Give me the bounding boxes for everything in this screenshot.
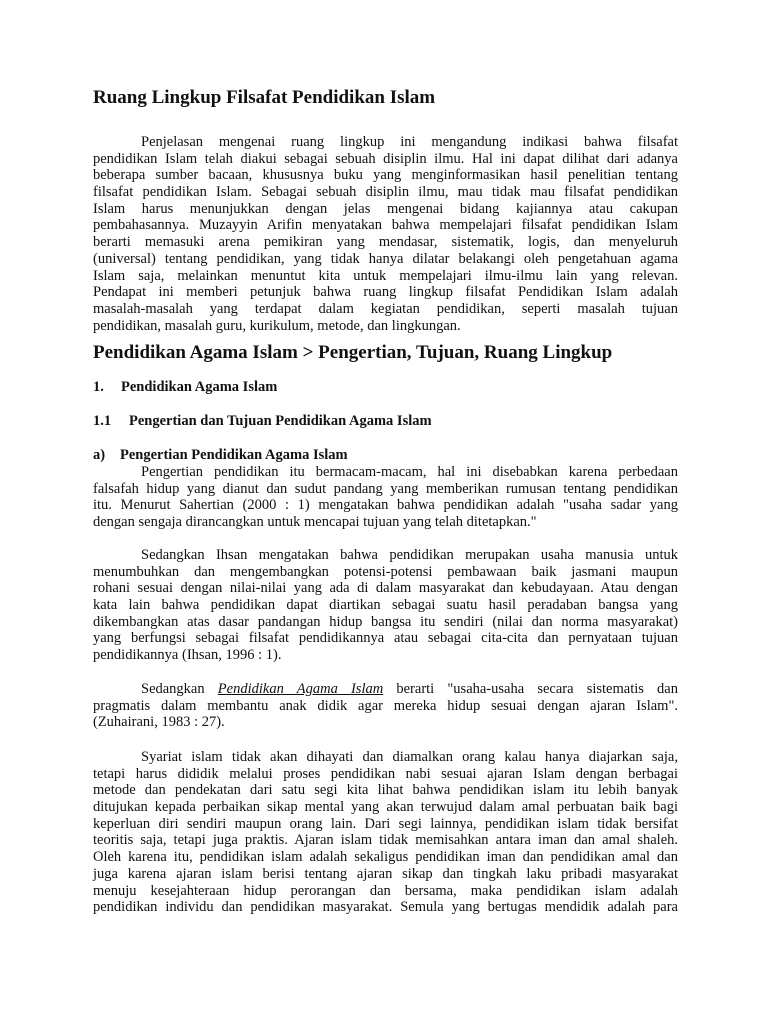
text-line: Syariat islam tidak akan dihayati dan diamalkan orang kalau hanya diajarkan saja, bbox=[141, 749, 678, 765]
text-line: rohani sesuai dengan nilai-nilai yang ada di dalam masyarakat dan kebudayaan. Atau dengan bbox=[93, 580, 678, 597]
text-line: itu. Menurut Sahertian (2000 : 1) mengatakan bahwa pendidikan adalah "usaha sadar yang bbox=[93, 497, 678, 514]
subheading-number: 1.1 bbox=[93, 413, 112, 429]
paragraph-ruang-lingkup bbox=[93, 134, 678, 334]
text-line: menumbuhkan dan mengembangkan potensi-potensi pembawaan baik jasmani maupun bbox=[93, 563, 678, 580]
text-line: keperluan diri sendiri maupun orang lain. Dari segi lainnya, pendidikan islam tidak bersifat bbox=[93, 815, 678, 832]
subheading-label: Pengertian dan Tujuan Pendidikan Agama Islam bbox=[129, 413, 432, 429]
pendidikan-agama-islam-link[interactable]: Pendidikan Agama Islam bbox=[217, 681, 384, 697]
document-title: Ruang Lingkup Filsafat Pendidikan Islam bbox=[93, 87, 436, 108]
section-heading: Pendidikan Agama Islam > Pengertian, Tujuan, Ruang Lingkup bbox=[93, 342, 613, 363]
subheading-number: 1. bbox=[93, 379, 104, 395]
text-line: (Zuhairani, 1983 : 27). bbox=[93, 714, 225, 731]
text-line: (universal) tentang pendidikan, yang tidak hanya dilatar belakangi oleh pengetahuan agama bbox=[93, 250, 678, 267]
text-line: Pendapat ini memberi petunjuk bahwa ruang lingkup filsafat Pendidikan Islam adalah bbox=[93, 284, 678, 301]
text-line: yang berfungsi sebagai filsafat pendidikannya atau sebagai cita-cita dan pernyataan tujuan bbox=[93, 630, 678, 647]
subheading-label: Pengertian Pendidikan Agama Islam bbox=[120, 447, 348, 463]
text-span: Sedangkan bbox=[141, 681, 205, 697]
text-line: pendidikan Islam telah diakui sebagai sebuah disiplin ilmu. Hal ini dapat dilihat dari adanya bbox=[93, 150, 678, 167]
text-line bbox=[93, 681, 678, 698]
text-line: pragmatis dalam membantu anak didik agar mereka hidup sesuai dengan ajaran Islam". bbox=[93, 697, 678, 714]
text-line: Pengertian pendidikan itu bermacam-macam, hal ini disebabkan karena perbedaan bbox=[141, 464, 678, 480]
paragraph-syariat bbox=[93, 749, 678, 916]
text-line: ditujukan kepada perbaikan sikap mental yang akan terwujud dalam amal perbuatan baik bagi bbox=[93, 799, 678, 816]
text-line: masalah-masalah yang terdapat dalam kegiatan pendidikan, seperti masalah tujuan bbox=[93, 300, 678, 317]
subheading-label: Pendidikan Agama Islam bbox=[121, 379, 278, 395]
text-line: dikembangkan atas dasar pandangan hidup bangsa itu sendiri (nilai dan norma masyarakat) bbox=[93, 613, 678, 630]
text-line: Sedangkan Ihsan mengatakan bahwa pendidikan merupakan usaha manusia untuk bbox=[141, 547, 678, 563]
text-line: Oleh karena itu, pendidikan islam adalah sekaligus pendidikan iman dan pendidikan amal dan bbox=[93, 849, 678, 866]
text-line: tetapi harus dididik melalui proses pendidikan nabi sesuai ajaran Islam dengan berbagai bbox=[93, 765, 678, 782]
text-span: berarti "usaha-usaha secara sistematis dan bbox=[396, 681, 678, 697]
text-line: falsafah hidup yang dianut dan sudut pandang yang memberikan rumusan tentang pendidikan bbox=[93, 480, 678, 497]
text-line: juga karena ajaran islam berisi tentang ajaran sikap dan tingkah laku pribadi masyarakat bbox=[93, 865, 678, 882]
paragraph-zuhairani bbox=[93, 681, 678, 731]
subheading-1-1 bbox=[93, 412, 678, 430]
text-line: dengan sengaja dirancangkan untuk mencapai tujuan yang telah ditetapkan." bbox=[93, 514, 537, 531]
text-line: Islam harus menunjukkan dengan jelas mengenai bidang kajiannya atau cakupan bbox=[93, 200, 678, 217]
subheading-a bbox=[93, 446, 678, 464]
paragraph-ihsan bbox=[93, 547, 678, 664]
paragraph-pengertian bbox=[93, 464, 678, 531]
text-line: Penjelasan mengenai ruang lingkup ini mengandung indikasi bahwa filsafat bbox=[141, 134, 678, 150]
text-line: metode dan pendekatan dari satu segi kita lihat bahwa pendidikan islam itu lebih banyak bbox=[93, 782, 678, 799]
text-line: filsafat pendidikan Islam. Sebagai sebuah disiplin ilmu, mau tidak mau filsafat pendidikan bbox=[93, 184, 678, 201]
text-line: pendidikan individu dan pendidikan masyarakat. Semula yang bertugas mendidik adalah para bbox=[93, 899, 678, 916]
text-line: pendidikannya (Ihsan, 1996 : 1). bbox=[93, 647, 282, 664]
subheading-1 bbox=[93, 378, 678, 396]
text-line: berarti memasuki arena pemikiran yang mendasar, sistematik, logis, dan menyeluruh bbox=[93, 234, 678, 251]
subheading-number: a) bbox=[93, 447, 106, 463]
text-line: kata lain bahwa pendidikan dapat diartikan sebagai suatu hasil peradaban bangsa yang bbox=[93, 597, 678, 614]
text-line: Islam saja, melainkan menuntut kita untuk mempelajari ilmu-ilmu lain yang relevan. bbox=[93, 267, 678, 284]
text-line: pembahasannya. Muzayyin Arifin menyatakan bahwa mempelajari filsafat pendidikan Islam bbox=[93, 217, 678, 234]
text-line: menuju kesejahteraan hidup perorangan dan bersama, maka pendidikan islam adalah bbox=[93, 882, 678, 899]
text-line: beberapa sumber bacaan, khususnya buku yang menginformasikan hasil penelitian tentang bbox=[93, 167, 678, 184]
text-line: pendidikan, masalah guru, kurikulum, metode, dan lingkungan. bbox=[93, 317, 461, 334]
text-line: teoritis saja, tetapi juga praktis. Ajaran islam tidak memisahkan antara iman dan amal shaleh. bbox=[93, 832, 678, 849]
